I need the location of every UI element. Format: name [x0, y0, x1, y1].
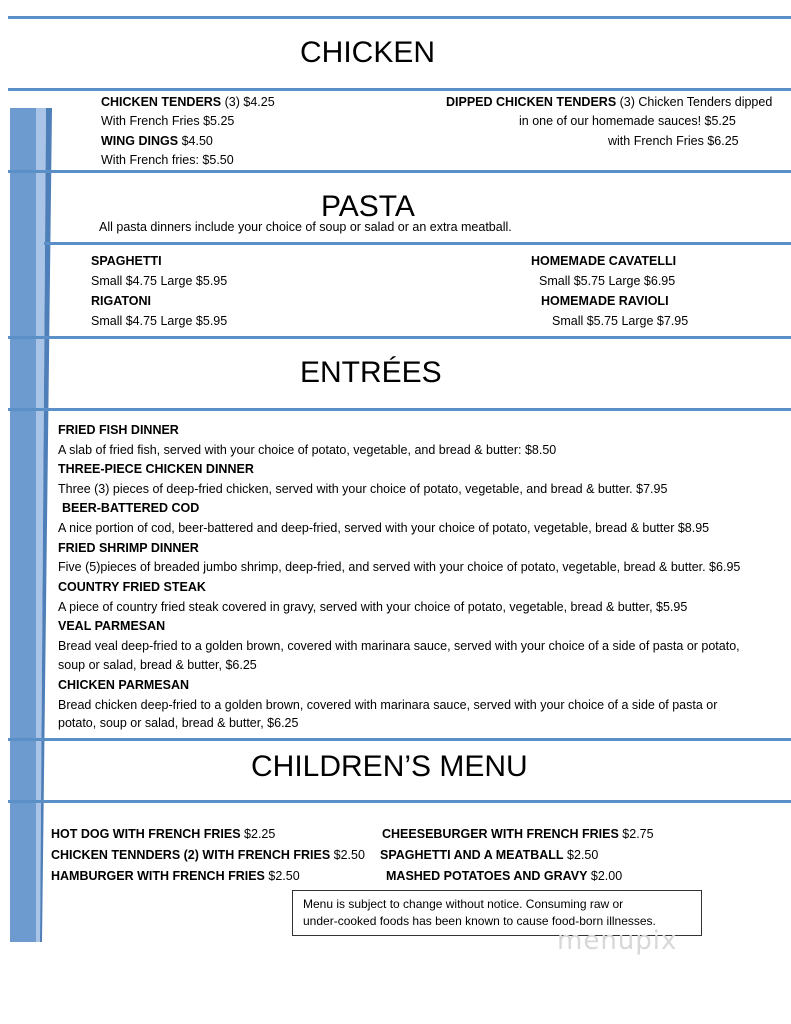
item-price: $2.50 [330, 848, 365, 862]
pasta-top-rule [8, 170, 791, 173]
children-title: CHILDREN’S MENU [251, 750, 528, 783]
chicken-title: CHICKEN [300, 36, 436, 69]
children-rule [8, 800, 791, 803]
item-desc: Bread chicken deep-fried to a golden brown, covered with marinara sauce, served with your choice of a side of pasta or [58, 698, 718, 712]
notice-line: under-cooked foods has been known to cause food-born illnesses. [303, 914, 656, 928]
item-name: DIPPED CHICKEN TENDERS [446, 95, 617, 109]
item-desc: A piece of country fried steak covered in gravy, served with your choice of potato, vegetable, bread & butter, $5.95 [58, 600, 688, 614]
item-price: $2.50 [264, 869, 300, 883]
item-name: CHICKEN TENNDERS (2) WITH FRENCH FRIES [51, 848, 331, 862]
item-name: FRIED FISH DINNER [58, 423, 179, 437]
sidebar-bar [10, 108, 36, 942]
item-name: THREE-PIECE CHICKEN DINNER [58, 462, 254, 476]
item-name: HOMEMADE CAVATELLI [531, 254, 677, 268]
item-name: RIGATONI [91, 294, 151, 308]
item-price: $4.50 [178, 134, 213, 148]
menu-item [101, 133, 213, 149]
pasta-note: All pasta dinners include your choice of soup or salad or an extra meatball. [99, 220, 512, 234]
item-sub: With French fries: $5.50 [101, 153, 234, 167]
item-price: $2.75 [618, 827, 654, 841]
menu-item [51, 868, 300, 884]
children-top-rule [8, 738, 791, 741]
item-name: HOT DOG WITH FRENCH FRIES [51, 827, 241, 841]
item-name: HOMEMADE RAVIOLI [541, 294, 669, 308]
top-rule [8, 16, 791, 19]
pasta-rule [44, 242, 791, 245]
chicken-rule [8, 88, 791, 91]
item-name: SPAGHETTI AND A MEATBALL [380, 848, 564, 862]
menu-item [380, 847, 598, 863]
item-desc: potato, soup or salad, bread & butter, $6.25 [58, 716, 299, 730]
entrees-top-rule [8, 336, 791, 339]
menu-item [51, 847, 365, 863]
item-price: Small $4.75 Large $5.95 [91, 314, 228, 328]
item-name: VEAL PARMESAN [58, 619, 166, 633]
item-price: (3) Chicken Tenders dipped [616, 95, 773, 109]
item-price: (3) $4.25 [221, 95, 275, 109]
item-name: COUNTRY FRIED STEAK [58, 580, 206, 594]
item-name: CHEESEBURGER WITH FRENCH FRIES [382, 827, 619, 841]
item-name: HAMBURGER WITH FRENCH FRIES [51, 869, 265, 883]
item-sub: With French Fries $5.25 [101, 114, 235, 128]
item-desc: Three (3) pieces of deep-fried chicken, served with your choice of potato, vegetable, and bread & butter. $7.95 [58, 482, 668, 496]
entrees-title: ENTRÉES [300, 356, 442, 389]
item-desc: A slab of fried fish, served with your choice of potato, vegetable, and bread & butter: $8.50 [58, 443, 557, 457]
menu-item [382, 826, 654, 842]
item-sub: with French Fries $6.25 [608, 134, 739, 148]
item-name: SPAGHETTI [91, 254, 162, 268]
item-price: Small $5.75 Large $7.95 [552, 314, 689, 328]
item-name: FRIED SHRIMP DINNER [58, 541, 199, 555]
item-price: Small $4.75 Large $5.95 [91, 274, 228, 288]
menu-item [386, 868, 622, 884]
watermark-logo: menupix [557, 926, 678, 956]
item-price: $2.50 [563, 848, 599, 862]
entrees-rule [8, 408, 791, 411]
pasta-title: PASTA [321, 190, 415, 223]
item-price: $2.25 [240, 827, 276, 841]
item-price: $2.00 [587, 869, 623, 883]
item-desc: soup or salad, bread & butter, $6.25 [58, 658, 257, 672]
item-name: BEER-BATTERED COD [62, 501, 200, 515]
menu-item [101, 94, 275, 110]
item-desc: Bread veal deep-fried to a golden brown, covered with marinara sauce, served with your choice of a side of pasta or potato, [58, 639, 740, 653]
menu-item [51, 826, 275, 842]
item-name: WING DINGS [101, 134, 179, 148]
item-name: CHICKEN PARMESAN [58, 678, 190, 692]
notice-line: Menu is subject to change without notice. Consuming raw or [303, 897, 624, 911]
item-name: MASHED POTATOES AND GRAVY [386, 869, 588, 883]
item-desc: Five (5)pieces of breaded jumbo shrimp, deep-fried, and served with your choice of potato, vegetable, bread & butter. $6.95 [58, 560, 741, 574]
item-name: CHICKEN TENDERS [101, 95, 222, 109]
menu-item [446, 94, 772, 110]
item-desc: A nice portion of cod, beer-battered and deep-fried, served with your choice of potato, vegetable, bread & butter $8.95 [58, 521, 710, 535]
item-price: Small $5.75 Large $6.95 [539, 274, 676, 288]
item-sub: in one of our homemade sauces! $5.25 [519, 114, 736, 128]
